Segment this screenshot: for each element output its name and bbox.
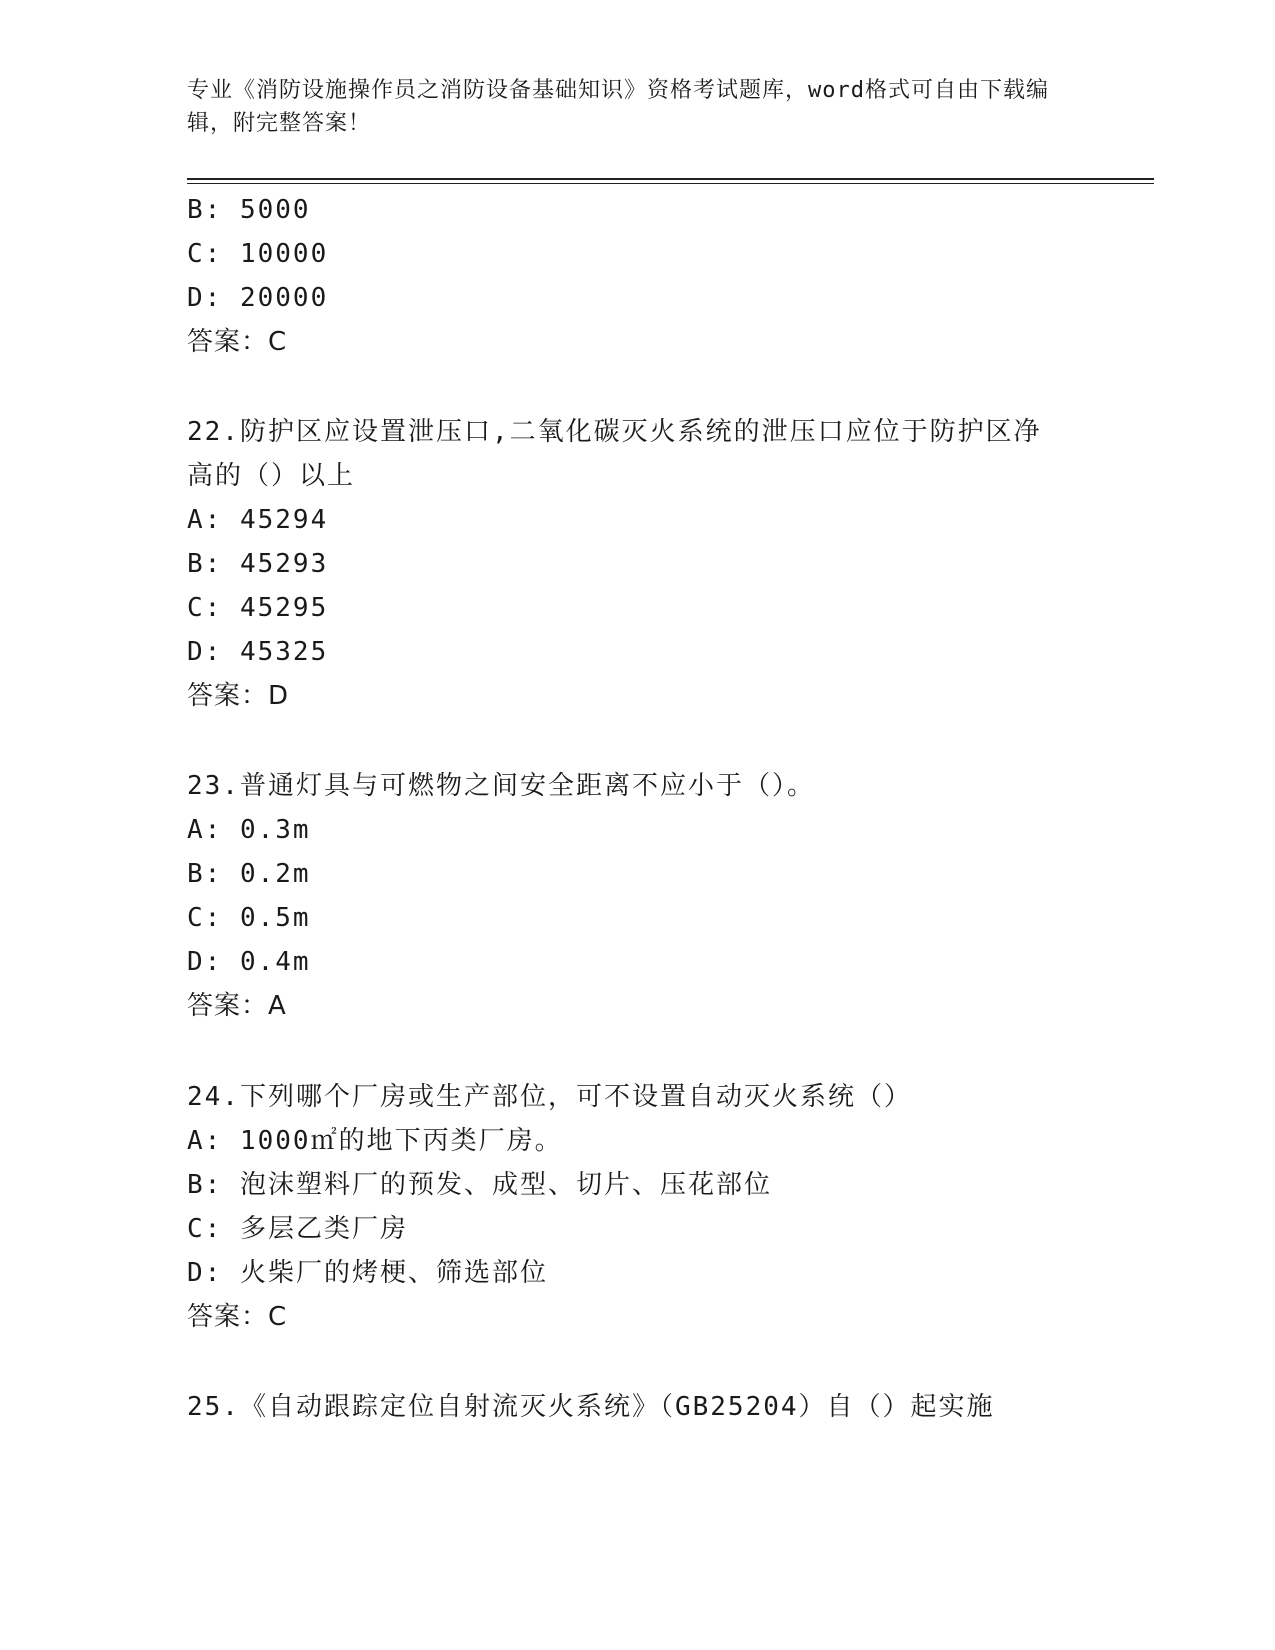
q22-answer: 答案：D (187, 681, 290, 711)
header-divider-thick (187, 178, 1154, 180)
q22-option-c: C: 45295 (187, 593, 329, 623)
q21-option-c: C: 10000 (187, 239, 329, 269)
q21-option-d: D: 20000 (187, 283, 329, 313)
q23-answer: 答案：A (187, 991, 287, 1021)
q24-option-a: A: 1000㎡的地下丙类厂房。 (187, 1126, 563, 1156)
q22-option-b: B: 45293 (187, 549, 329, 579)
q25-question: 25.《自动跟踪定位自射流灭火系统》（GB25204）自（）起实施 (187, 1392, 995, 1422)
q22-question-line1: 22.防护区应设置泄压口,二氧化碳灭火系统的泄压口应位于防护区净 (187, 417, 1042, 447)
q21-option-b: B: 5000 (187, 195, 311, 225)
q24-question: 24.下列哪个厂房或生产部位，可不设置自动灭火系统（） (187, 1082, 912, 1112)
header-divider-thin (187, 183, 1154, 184)
q23-question: 23.普通灯具与可燃物之间安全距离不应小于（）。 (187, 771, 815, 801)
q23-option-b: B: 0.2m (187, 859, 311, 889)
q24-option-c: C: 多层乙类厂房 (187, 1214, 408, 1244)
q24-answer: 答案：C (187, 1302, 288, 1332)
q23-option-c: C: 0.5m (187, 903, 311, 933)
q24-option-d: D: 火柴厂的烤梗、筛选部位 (187, 1258, 548, 1288)
q23-option-d: D: 0.4m (187, 947, 311, 977)
q22-option-d: D: 45325 (187, 637, 329, 667)
q22-option-a: A: 45294 (187, 505, 329, 535)
q24-option-b: B: 泡沫塑料厂的预发、成型、切片、压花部位 (187, 1170, 772, 1200)
q22-question-line2: 高的（）以上 (187, 461, 356, 491)
q21-answer: 答案：C (187, 327, 288, 357)
document-header: 专业《消防设施操作员之消防设备基础知识》资格考试题库，word格式可自由下载编辑，附完整答案！ (187, 78, 1049, 136)
q23-option-a: A: 0.3m (187, 815, 311, 845)
